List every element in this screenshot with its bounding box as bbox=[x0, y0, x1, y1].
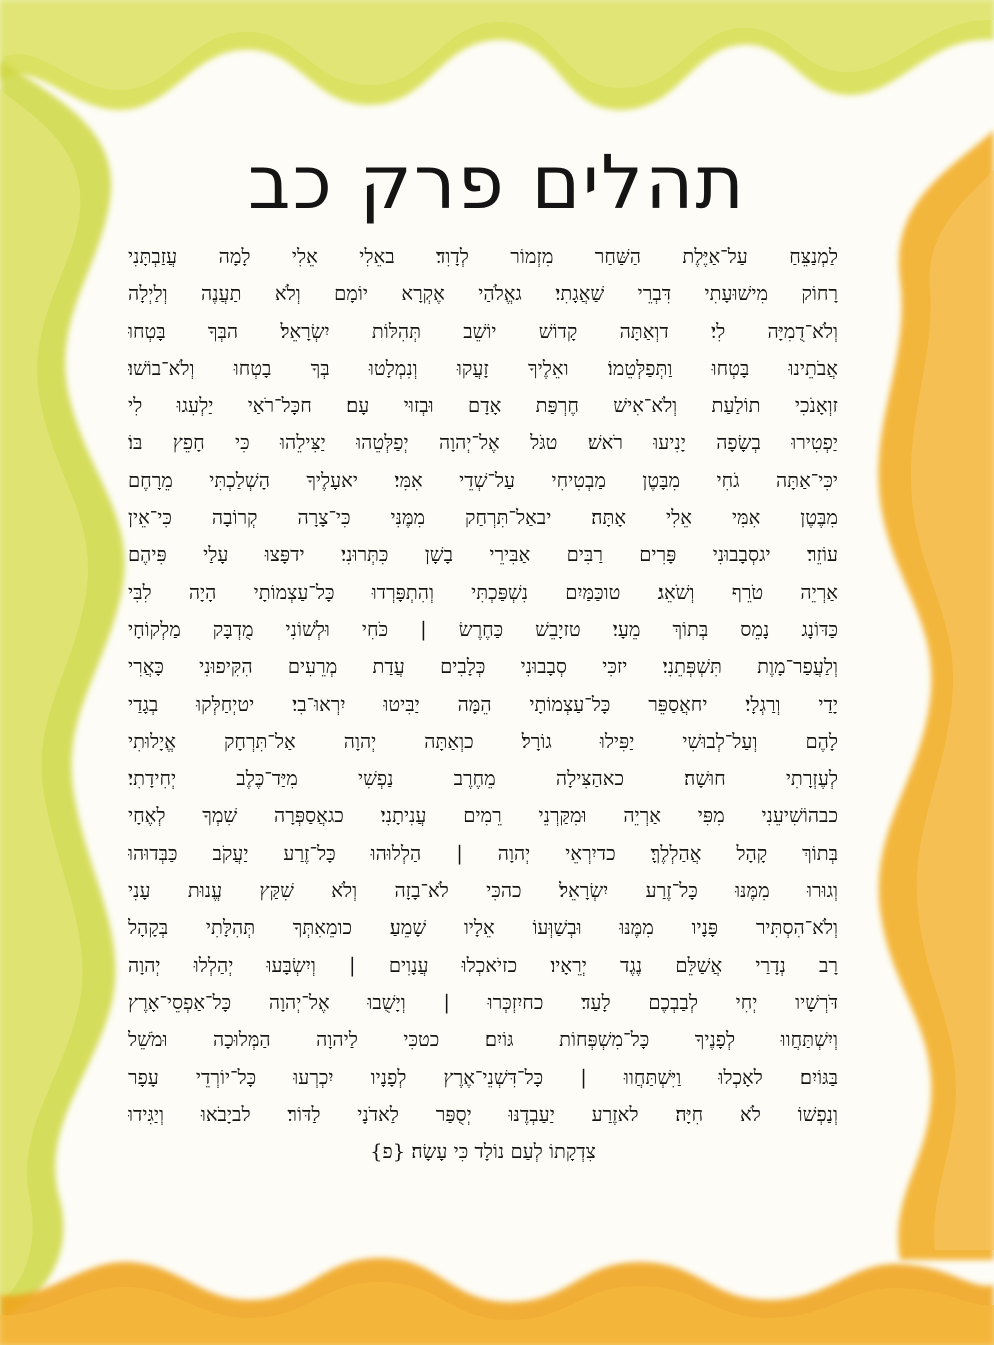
verse-line: אֲבֹתֵינוּ בָּטְחוּ וַתְּפַלְּטֵמוֹ׃ ואֵלֶיךָ זָעֲקוּ וְנִמְלָטוּ בְּךָ בָטְחוּ וְלֹא־בוֹשׁוּ׃ bbox=[128, 356, 838, 380]
verse-line: לְעֶזְרָתִי חוּשָׁה׃ כאהַצִּילָה מֵחֶרֶב נַפְשִׁי מִיַּד־כֶּלֶב יְחִידָתִי׃ bbox=[128, 767, 838, 791]
verse-line: אַרְיֵה טֹרֵף וְשֹׁאֵג׃ טוכַּמַּיִם נִשְׁפַּכְתִּי וְהִתְפָּרְדוּ כָּל־עַצְמוֹתָי הָיָה לִבִּי bbox=[128, 580, 838, 604]
verse-line: כבהוֹשִׁיעֵנִי מִפִּי אַרְיֵה וּמִקַּרְנֵי רֵמִים עֲנִיתָנִי׃ כגאֲסַפְּרָה שִׁמְךָ לְאֶחָי bbox=[128, 804, 838, 828]
verse-line: יָדַי וְרַגְלָי׃ יחאֲסַפֵּר כָּל־עַצְמוֹתָי הֵמָּה יַבִּיטוּ יִרְאוּ־בִי׃ יטיְחַלְּקוּ בְגָדַי bbox=[128, 692, 838, 716]
verse-line: בַּגּוֹיִם׃ לאָכְלוּ וַיִּשְׁתַּחֲווּ | כָּל־דִּשְׁנֵי־אֶרֶץ לְפָנָיו יִכְרְעוּ כָּל־יוֹרְדֵי עָפָר bbox=[128, 1065, 838, 1089]
psalm-text bbox=[128, 238, 838, 1170]
verse-line: כַּדּוֹנָג נָמֵס בְּתוֹךְ מֵעָי׃ טזיָבֵשׁ כַּחֶרֶשׂ | כֹּחִי וּלְשׁוֹנִי מֻדְבָּק מַלְקוֹחָי bbox=[128, 617, 838, 641]
verse-line: עוֹזֵר׃ יגסְבָבוּנִי פָּרִים רַבִּים אַבִּירֵי בָשָׁן כִּתְּרוּנִי׃ ידפָּצוּ עָלַי פִּיהֶם bbox=[128, 543, 838, 567]
verse-line: רָחוֹק מִישׁוּעָתִי דִּבְרֵי שַׁאֲגָתִי׃ גאֱלֹהַי אֶקְרָא יוֹמָם וְלֹא תַעֲנֶה וְלַיְלָה bbox=[128, 282, 838, 306]
verse-line: זוְאָנֹכִי תוֹלַעַת וְלֹא־אִישׁ חֶרְפַּת אָדָם וּבְזוּי עָם׃ חכָּל־רֹאַי יַלְעִגוּ לִי bbox=[128, 394, 838, 418]
verse-line: יַפְטִירוּ בְשָׂפָה יָנִיעוּ רֹאשׁ׃ טגֹּל אֶל־יְהוָה יְפַלְּטֵהוּ יַצִּילֵהוּ כִּי חָפֵץ בּוֹ׃ bbox=[128, 431, 838, 455]
verse-line: לָהֶם וְעַל־לְבוּשִׁי יַפִּילוּ גוֹרָל׃ כוְאַתָּה יְהוָה אַל־תִּרְחָק אֱיָלוּתִי bbox=[128, 729, 838, 753]
verse-line: וְנַפְשׁוֹ לֹא חִיָּה׃ לאזֶרַע יַעַבְדֶנּוּ יְסֻפַּר לַאדֹנָי לַדּוֹר׃ לביָבֹאוּ וְיַגִּידוּ bbox=[128, 1102, 838, 1126]
verse-line: וְיִשְׁתַּחֲווּ לְפָנֶיךָ כָּל־מִשְׁפְּחוֹת גּוֹיִם׃ כטכִּי לַיהוָה הַמְּלוּכָה וּמֹשֵׁל bbox=[128, 1028, 838, 1052]
verse-line: וְלֹא־הִסְתִּיר פָּנָיו מִמֶּנּוּ וּבְשַׁוְּעוֹ אֵלָיו שָׁמֵעַ׃ כומֵאִתְּךָ תְּהִלָּתִי בְּקָהָל bbox=[128, 916, 838, 940]
verse-line: לַמְנַצֵּחַ עַל־אַיֶּלֶת הַשַּׁחַר מִזְמוֹר לְדָוִד׃ באֵלִי אֵלִי לָמָה עֲזַבְתָּנִי bbox=[128, 245, 838, 268]
verse-line: רָב נְדָרַי אֲשַׁלֵּם נֶגֶד יְרֵאָיו׃ כזיֹאכְלוּ עֲנָוִים | וְיִשְׂבָּעוּ יְהַלְלוּ יְהוָה bbox=[128, 953, 838, 977]
verse-line: מִבֶּטֶן אִמִּי אֵלִי אָתָּה׃ יבאַל־תִּרְחַק מִמֶּנִּי כִּי־צָרָה קְרוֹבָה כִּי־אֵין bbox=[128, 506, 838, 530]
verse-line: בְּתוֹךְ קָהָל אֲהַלְלֶךָּ׃ כדיִרְאֵי יְהוָה | הַלְלוּהוּ כָּל־זֶרַע יַעֲקֹב כַּבְּדוּהוּ bbox=[128, 841, 838, 865]
verse-line-final: צִדְקָתוֹ לְעַם נוֹלָד כִּי עָשָׂה׃ {פ} bbox=[370, 1140, 596, 1164]
verse-line: וְלֹא־דֻמִיָּה לִי׃ דוְאַתָּה קָדוֹשׁ יוֹשֵׁב תְּהִלּוֹת יִשְׂרָאֵל׃ הבְּךָ בָּטְחוּ bbox=[128, 319, 838, 343]
page-title: תהלים פרק כב bbox=[247, 140, 747, 226]
verse-line: דֹּרְשָׁיו יְחִי לְבַבְכֶם לָעַד׃ כחיִזְכְּרוּ | וְיָשֻׁבוּ אֶל־יְהוָה כָּל־אַפְסֵי־אָרֶץ bbox=[128, 990, 838, 1014]
verse-line: וְגוּרוּ מִמֶּנּוּ כָּל־זֶרַע יִשְׂרָאֵל׃ כהכִּי לֹא־בָזָה וְלֹא שִׁקַּץ עֱנוּת עָנִי bbox=[128, 879, 838, 903]
verse-line: וְלַעֲפַר־מָוֶת תִּשְׁפְּתֵנִי׃ יזכִּי סְבָבוּנִי כְּלָבִים עֲדַת מְרֵעִים הִקִּיפוּנִי כָּאֲרִי bbox=[128, 655, 838, 679]
verse-line: יכִּי־אַתָּה גֹחִי מִבָּטֶן מַבְטִיחִי עַל־שְׁדֵי אִמִּי׃ יאעָלֶיךָ הָשְׁלַכְתִּי מֵרָחֶם bbox=[128, 468, 838, 492]
